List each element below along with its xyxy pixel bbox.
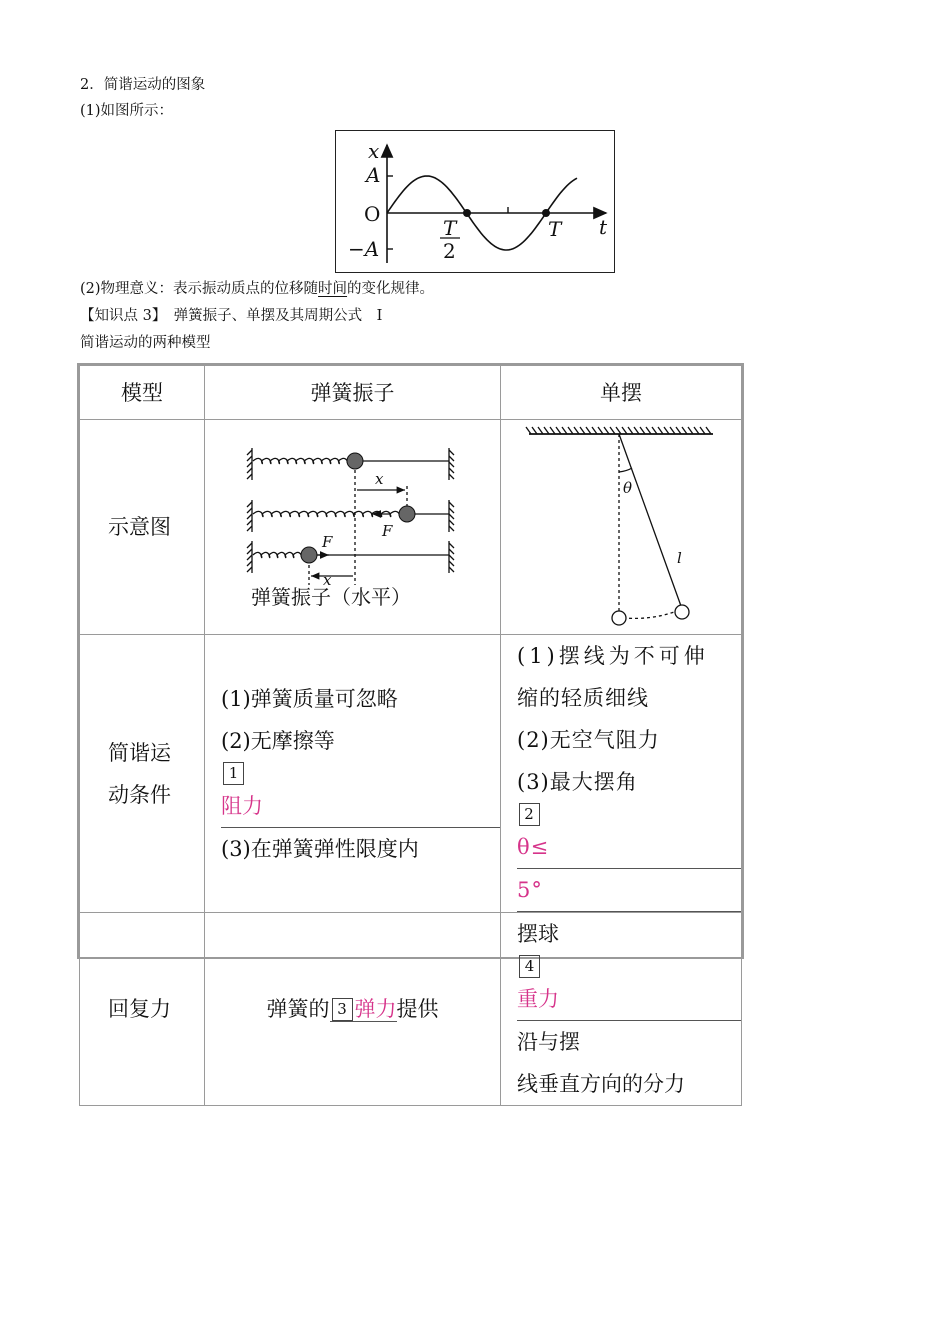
axis-t-label: t bbox=[599, 215, 608, 239]
pendulum-bob-rest bbox=[612, 611, 626, 625]
blank-4-answer: 重力 bbox=[517, 987, 559, 1011]
item-1: (1)如图所示： bbox=[80, 103, 174, 119]
spring-force-label-2: F bbox=[322, 533, 333, 551]
models-table bbox=[77, 363, 744, 1096]
models-title: 简谐运动的两种模型 bbox=[80, 335, 211, 351]
pendulum-conditions: (1)摆线为不可伸 缩的轻质细线 (2)无空气阻力 (3)最大摆角 2 θ≤ 5° bbox=[501, 635, 742, 913]
spring-force: 弹簧的 3 弹力提供 bbox=[205, 913, 501, 1106]
spring-ball-2 bbox=[399, 506, 415, 522]
half-period-denominator: 2 bbox=[443, 239, 456, 263]
blank-2-answer-cont: 5° bbox=[517, 869, 741, 912]
origin-label: O bbox=[364, 202, 381, 226]
pendulum-length-label: l bbox=[677, 549, 682, 567]
condition-row bbox=[80, 635, 742, 913]
header-model: 模型 bbox=[80, 366, 205, 420]
period-label: T bbox=[548, 217, 562, 241]
spring-caption: 弹簧振子（水平） bbox=[251, 585, 411, 609]
pendulum-bob bbox=[675, 605, 689, 619]
spring-diagram-cell bbox=[205, 420, 501, 635]
blank-2-number: 2 bbox=[519, 803, 540, 826]
diagram-row-label: 示意图 bbox=[80, 420, 205, 635]
neg-amplitude-label: −A bbox=[348, 237, 380, 261]
half-period-numerator: T bbox=[443, 216, 457, 240]
header-row bbox=[80, 366, 742, 420]
force-row-label: 回复力 bbox=[80, 913, 205, 1106]
axis-x-label: x bbox=[368, 139, 380, 163]
spring-force-label-1: F bbox=[382, 522, 393, 540]
spring-conditions: (1)弹簧质量可忽略 (2)无摩擦等 1 阻力 (3)在弹簧弹性限度内 bbox=[205, 635, 501, 913]
pendulum-force: 摆球 4 重力 沿与摆 线垂直方向的分力 bbox=[501, 913, 742, 1106]
period-dot bbox=[542, 209, 550, 217]
pendulum-diagram-cell bbox=[501, 420, 742, 635]
blank-3-answer: 弹力 bbox=[354, 997, 397, 1021]
half-period-dot bbox=[463, 209, 471, 217]
blank-1-answer: 阻力 bbox=[221, 793, 263, 818]
item-2-underlined: 时间 bbox=[318, 281, 348, 297]
header-pendulum: 单摆 bbox=[501, 366, 742, 420]
knowledge-point-3: 【知识点 3】 弹簧振子、单摆及其周期公式 Ⅰ bbox=[80, 308, 383, 324]
amplitude-label: A bbox=[366, 163, 381, 187]
condition-row-label: 简谐运 动条件 bbox=[80, 635, 205, 913]
diagram-row bbox=[80, 420, 742, 635]
blank-2-answer: θ≤ bbox=[517, 835, 550, 859]
spring-x-label-1: x bbox=[375, 470, 384, 488]
blank-1-number: 1 bbox=[223, 762, 244, 785]
section-heading: 2．简谐运动的图象 bbox=[80, 77, 206, 93]
pendulum-angle-label: θ bbox=[623, 479, 633, 497]
blank-3-number: 3 bbox=[332, 998, 353, 1021]
spring-ball-1 bbox=[347, 453, 363, 469]
pendulum-diagram bbox=[501, 420, 741, 633]
shm-graph bbox=[335, 130, 615, 273]
header-spring: 弹簧振子 bbox=[205, 366, 501, 420]
blank-4-number: 4 bbox=[519, 955, 540, 978]
spring-x-label-2: x bbox=[323, 571, 332, 589]
force-row bbox=[80, 913, 742, 1106]
spring-ball-3 bbox=[301, 547, 317, 563]
item-2: (2)物理意义：表示振动质点的位移随时间的变化规律。 bbox=[80, 281, 435, 297]
